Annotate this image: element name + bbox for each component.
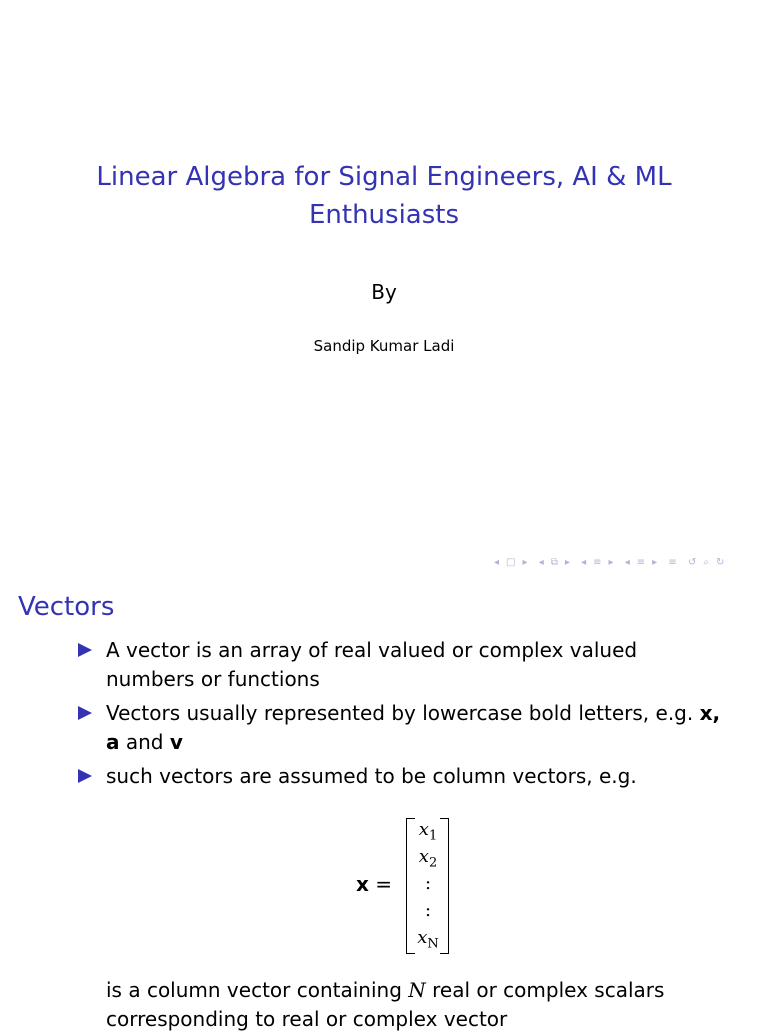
by-label: By	[371, 280, 397, 304]
bullet-text: A vector is an array of real valued or complex valued numbers or functions	[106, 638, 638, 691]
list-item	[78, 699, 728, 757]
nav-back-icon[interactable]: ↺	[687, 557, 698, 568]
nav-next-section-icon[interactable]: ▸	[608, 557, 615, 568]
nav-next-subsection-icon[interactable]: ▸	[564, 557, 571, 568]
bold-letter-v: v	[169, 730, 183, 754]
bullet-triangle-icon	[78, 769, 92, 783]
bullet-text-mid: and	[119, 730, 170, 754]
bullet-text: such vectors are assumed to be column vectors, e.g.	[106, 764, 637, 788]
bullet-triangle-icon	[78, 706, 92, 720]
explanation-end: real or complex scalars corresponding to real or complex vector	[106, 978, 665, 1031]
vectors-slide	[0, 576, 768, 1031]
author-name: Sandip Kumar Ladi	[313, 337, 455, 355]
nav-part-icon[interactable]: ≡	[636, 557, 647, 568]
vector-entry: :	[424, 900, 432, 921]
bold-letters: x, a	[106, 701, 721, 754]
explanation-text	[106, 976, 746, 1034]
bullet-list	[78, 636, 728, 796]
nav-prev-section-icon[interactable]: ◂	[581, 557, 588, 568]
presentation-title	[60, 158, 708, 234]
nav-prev-subsection-icon[interactable]: ◂	[538, 557, 545, 568]
vector-entry: $x_N$	[417, 927, 439, 952]
vector-entry: $x_1$	[418, 819, 438, 844]
list-item	[78, 636, 728, 694]
vector-entries	[412, 816, 444, 951]
nav-prev-frame-icon[interactable]: ◂	[494, 557, 501, 568]
nav-search-icon[interactable]: ⌕	[703, 557, 710, 568]
vector-entry: :	[424, 873, 432, 894]
column-vector-equation	[356, 816, 476, 956]
nav-prev-part-icon[interactable]: ◂	[624, 557, 631, 568]
list-item	[78, 762, 728, 791]
nav-forward-icon[interactable]: ↻	[715, 557, 726, 568]
nav-next-frame-icon[interactable]: ▸	[522, 557, 529, 568]
nav-frame-icon[interactable]: □	[506, 557, 517, 568]
frame-title: Vectors	[18, 592, 115, 622]
bullet-text: Vectors usually represented by lowercase bold letters, e.g.	[106, 701, 700, 725]
nav-next-part-icon[interactable]: ▸	[652, 557, 659, 568]
equals-sign: =	[375, 872, 393, 896]
beamer-navigation-bar	[494, 557, 731, 568]
nav-doc-icon[interactable]: ≡	[668, 557, 678, 568]
equation-lhs	[356, 872, 392, 896]
title-line-1: Linear Algebra for Signal Engineers, AI & ML	[96, 162, 672, 192]
explanation-start: is a column vector containing	[106, 978, 409, 1002]
nav-subsection-icon[interactable]: ⧉	[550, 557, 559, 568]
vector-symbol: x	[356, 872, 369, 896]
nav-section-icon[interactable]: ≡	[593, 557, 603, 568]
vector-entry: $x_2$	[418, 846, 438, 871]
title-line-2: Enthusiasts	[308, 200, 460, 230]
bullet-triangle-icon	[78, 643, 92, 657]
variable-n: N	[408, 978, 426, 1002]
